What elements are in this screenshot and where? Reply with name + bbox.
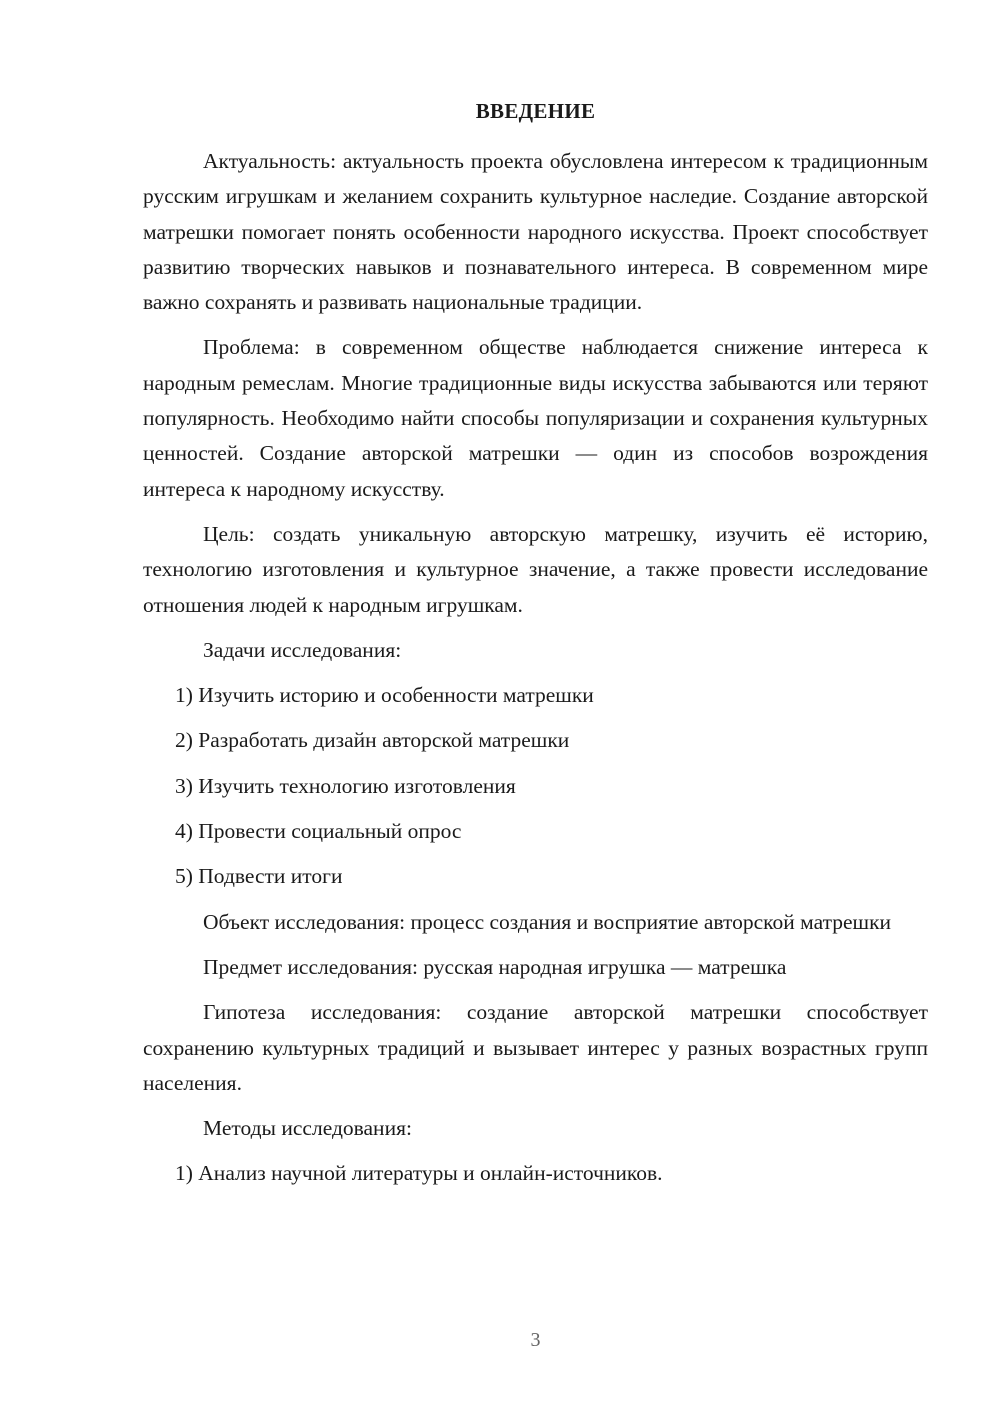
document-body <box>143 144 928 1202</box>
methods-list <box>143 1156 928 1191</box>
tasks-heading: Задачи исследования: <box>203 637 402 662</box>
paragraph-subject: Предмет исследования: русская народная игрушка — матрешка <box>203 954 787 979</box>
paragraph-object: Объект исследования: процесс создания и восприятие авторской матрешки <box>203 909 892 934</box>
page-number: 3 <box>530 1329 541 1351</box>
list-item: 4) Провести социальный опрос <box>175 819 462 844</box>
list-item: 1) Изучить историю и особенности матрешки <box>175 683 594 708</box>
document-page <box>143 0 928 1414</box>
list-item: 3) Изучить технологию изготовления <box>175 773 516 798</box>
tasks-list <box>143 678 928 894</box>
list-item: 5) Подвести итоги <box>175 864 343 889</box>
paragraph-goal: Цель: создать уникальную авторскую матрешку, изучить её историю, технологию изготовления и культурное значение, а также провести исследование отношения людей к народным игрушкам. <box>143 521 928 617</box>
paragraph-hypothesis: Гипотеза исследования: создание авторской матрешки способствует сохранению культурных традиций и вызывает интерес у разных возрастных групп населения. <box>143 1000 928 1095</box>
paragraph-relevance: Актуальность: актуальность проекта обусловлена интересом к традиционным русским игрушкам и желанием сохранить культурное наследие. Создание авторской матрешки помогает понять особенности народного искусства. Проект способствует развитию творческих навыков и познавательного интереса. В современном мире важно сохранять и развивать национальные традиции. <box>143 149 928 315</box>
page-title: ВВЕДЕНИЕ <box>475 99 596 123</box>
list-item: 1) Анализ научной литературы и онлайн-источников. <box>175 1161 663 1186</box>
methods-heading: Методы исследования: <box>203 1116 412 1141</box>
list-item: 2) Разработать дизайн авторской матрешки <box>175 728 570 753</box>
paragraph-problem: Проблема: в современном обществе наблюдается снижение интереса к народным ремеслам. Многие традиционные виды искусства забываются или теряют популярность. Необходимо найти способы популяризации и сохранения культурных ценностей. Создание авторской матрешки — один из способов возрождения интереса к народному искусству. <box>143 335 928 501</box>
